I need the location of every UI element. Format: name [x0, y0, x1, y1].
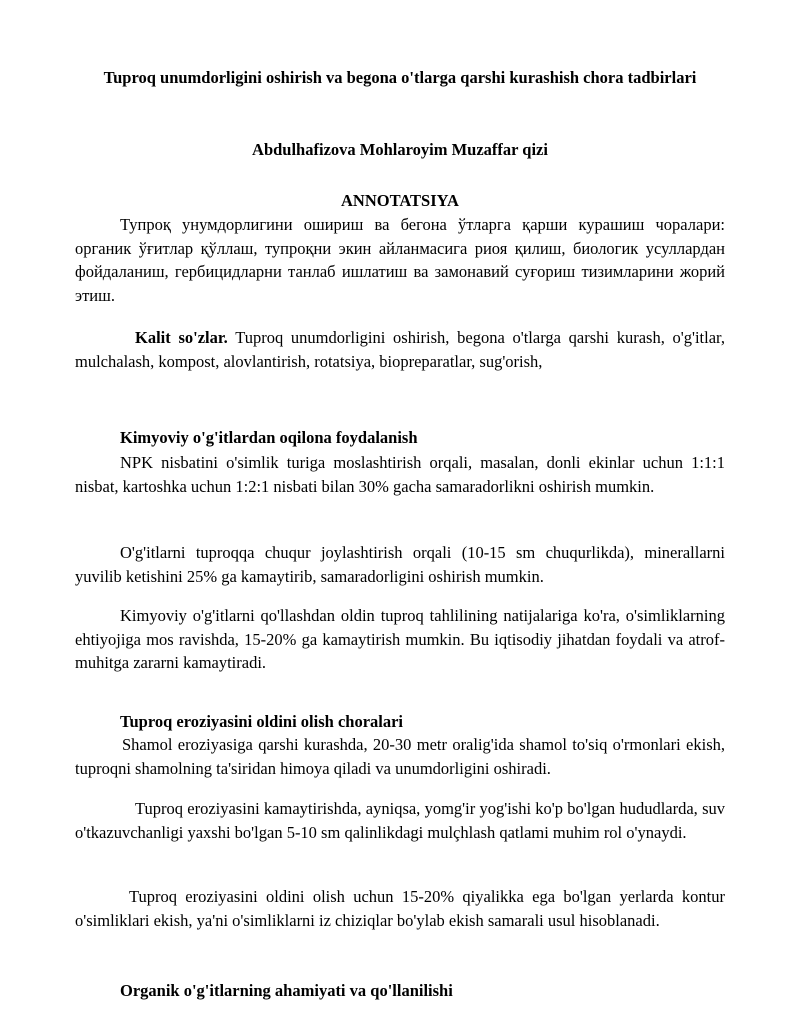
- section2-paragraph-2: Tuproq eroziyasini kamaytirishda, ayniqsa, yomg'ir yog'ishi ko'p bo'lgan hududlarda, suv o'tkazuvchanligi yaxshi bo'lgan 5-10 sm qalinlikdagi mulçhlash qatlami muhim rol o'ynaydi.: [75, 799, 725, 842]
- keywords-label: Kalit so'zlar.: [135, 328, 228, 347]
- section1-paragraph-2: O'g'itlarni tuproqqa chuqur joylashtirish orqali (10-15 sm chuqurlikda), minerallarni yuvilib ketishini 25% ga kamaytirib, samaradorligini oshirish mumkin.: [75, 543, 725, 586]
- section-heading-organic-fertilizers: Organik o'g'itlarning ahamiyati va qo'llanilishi: [120, 981, 453, 1000]
- section-heading-erosion-prevention: Tuproq eroziyasini oldini olish choralari: [120, 712, 404, 731]
- annotation-heading: ANNOTATSIYA: [341, 191, 459, 210]
- section2-paragraph-3: Tuproq eroziyasini oldini olish uchun 15-20% qiyalikka ega bo'lgan yerlarda kontur o'simliklari ekish, ya'ni o'simliklarni iz chiziqlar bo'ylab ekish samarali usul hisoblanadi.: [75, 887, 725, 930]
- keywords-paragraph: [75, 326, 725, 373]
- keywords-text: Tuproq unumdorligini oshirish, begona o'tlarga qarshi kurash, o'g'itlar, mulchalash, kompost, alovlantirish, rotatsiya, biopreparatlar, sug'orish,: [75, 328, 726, 371]
- section-heading-chemical-fertilizers: Kimyoviy o'g'itlardan oqilona foydalanish: [120, 428, 418, 447]
- section2-paragraph-1: Shamol eroziyasiga qarshi kurashda, 20-30 metr oralig'ida shamol to'siq o'rmonlari ekish, tuproqni shamolning ta'siridan himoya qiladi va unumdorligini oshiradi.: [75, 735, 725, 778]
- document-title: Tuproq unumdorligini oshirish va begona o'tlarga qarshi kurashish chora tadbirlari: [103, 68, 697, 87]
- section1-paragraph-3: Kimyoviy o'g'itlarni qo'llashdan oldin tuproq tahlilining natijalariga ko'ra, o'simliklarning ehtiyojiga mos ravishda, 15-20% ga kamaytirish mumkin. Bu iqtisodiy jihatdan foydali va atrof-muhitga zararni kamaytiradi.: [75, 606, 725, 672]
- annotation-paragraph: Тупроқ унумдорлигини ошириш ва бегона ўтларга қарши курашиш чоралари: органик ўғитлар қўллаш, тупроқни экин айланмасига риоя қилиш, биологик усуллардан фойдаланиш, гербицидларни танлаб ишлатиш ва замонавий суғориш тизимларини жорий этиш.: [75, 215, 725, 305]
- author-name: Abdulhafizova Mohlaroyim Muzaffar qizi: [252, 140, 548, 159]
- section1-paragraph-1: NPK nisbatini o'simlik turiga moslashtirish orqali, masalan, donli ekinlar uchun 1:1:1 nisbat, kartoshka uchun 1:2:1 nisbati bilan 30% gacha samaradorlikni oshirish mumkin.: [75, 453, 725, 496]
